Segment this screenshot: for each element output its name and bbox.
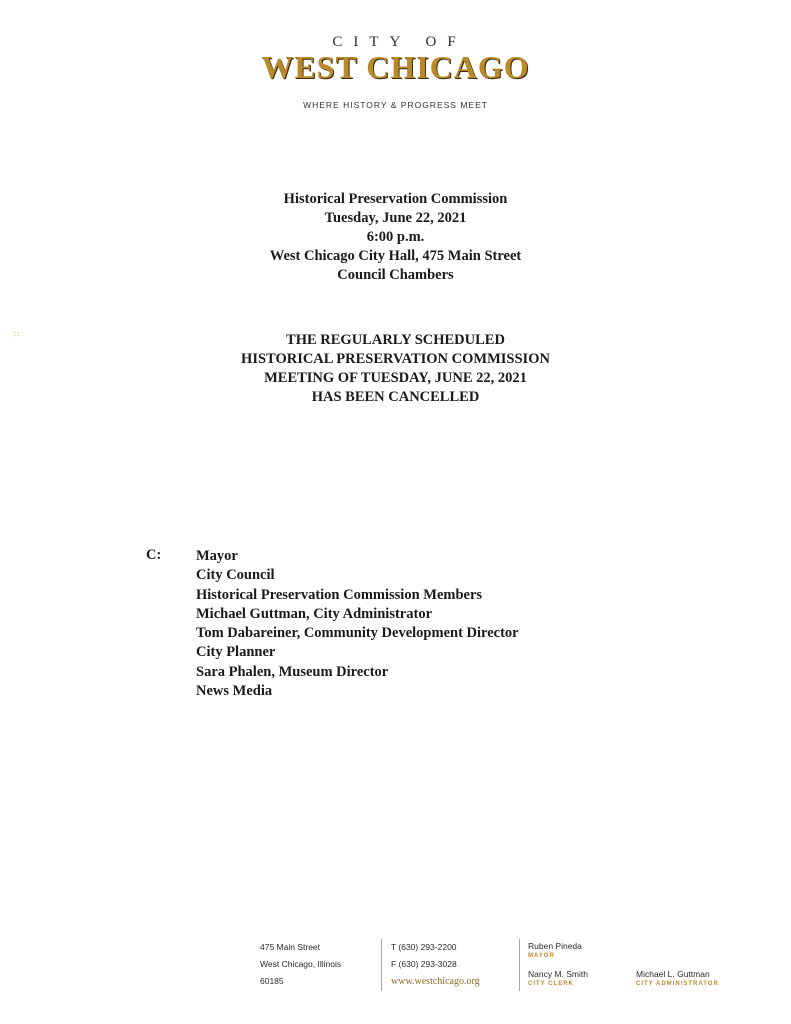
cc-label: C: bbox=[146, 547, 162, 563]
meeting-line: Historical Preservation Commission bbox=[283, 191, 508, 207]
meeting-line: Tuesday, June 22, 2021 bbox=[324, 210, 467, 226]
cc-recipient: Sara Phalen, Museum Director bbox=[196, 663, 389, 680]
cc-recipient: Historical Preservation Commission Members bbox=[196, 586, 483, 603]
fax-number: F (630) 293-3028 bbox=[391, 959, 457, 969]
address-line: 475 Main Street bbox=[260, 942, 321, 952]
phone-number: T (630) 293-2200 bbox=[391, 942, 457, 952]
cc-recipient: Michael Guttman, City Administrator bbox=[196, 605, 433, 622]
footer-address bbox=[260, 939, 341, 990]
logo-west-chicago: WEST CHICAGO bbox=[261, 49, 530, 85]
cancellation-notice bbox=[0, 331, 791, 407]
cc-recipient: City Planner bbox=[196, 644, 276, 661]
tagline: WHERE HISTORY & PROGRESS MEET bbox=[303, 100, 488, 110]
letterhead bbox=[0, 34, 791, 110]
address-line: West Chicago, Illinois bbox=[260, 959, 342, 969]
meeting-line: Council Chambers bbox=[337, 267, 454, 283]
meeting-line: 6:00 p.m. bbox=[366, 229, 425, 245]
scan-dots-icon: ∷ bbox=[14, 330, 20, 339]
official-city-clerk bbox=[528, 969, 588, 989]
logo-city-of: CITY OF bbox=[332, 34, 467, 50]
website-link[interactable]: www.westchicago.org bbox=[391, 976, 480, 987]
notice-line: THE REGULARLY SCHEDULED bbox=[286, 332, 505, 348]
notice-line: HISTORICAL PRESERVATION COMMISSION bbox=[241, 351, 550, 367]
official-name: Nancy M. Smith bbox=[528, 969, 588, 979]
cc-recipient-list bbox=[196, 547, 519, 701]
official-role: CITY ADMINISTRATOR bbox=[636, 981, 719, 987]
official-city-administrator bbox=[636, 969, 719, 989]
meeting-info bbox=[0, 190, 791, 285]
cc-recipient: News Media bbox=[196, 683, 273, 700]
notice-line: MEETING OF TUESDAY, JUNE 22, 2021 bbox=[264, 370, 527, 386]
official-name: Ruben Pineda bbox=[528, 941, 582, 951]
cc-recipient: Tom Dabareiner, Community Development Director bbox=[196, 625, 519, 642]
footer-divider bbox=[381, 939, 382, 991]
notice-line: HAS BEEN CANCELLED bbox=[311, 389, 480, 405]
meeting-line: West Chicago City Hall, 475 Main Street bbox=[269, 248, 522, 264]
official-role: CITY CLERK bbox=[528, 981, 574, 987]
footer-contact bbox=[391, 939, 480, 990]
official-mayor bbox=[528, 941, 582, 961]
official-name: Michael L. Guttman bbox=[636, 969, 710, 979]
address-line: 60185 bbox=[260, 976, 284, 986]
cc-recipient: Mayor bbox=[196, 548, 238, 564]
official-role: MAYOR bbox=[528, 953, 555, 959]
footer-divider bbox=[519, 939, 520, 991]
cc-recipient: City Council bbox=[196, 567, 275, 584]
